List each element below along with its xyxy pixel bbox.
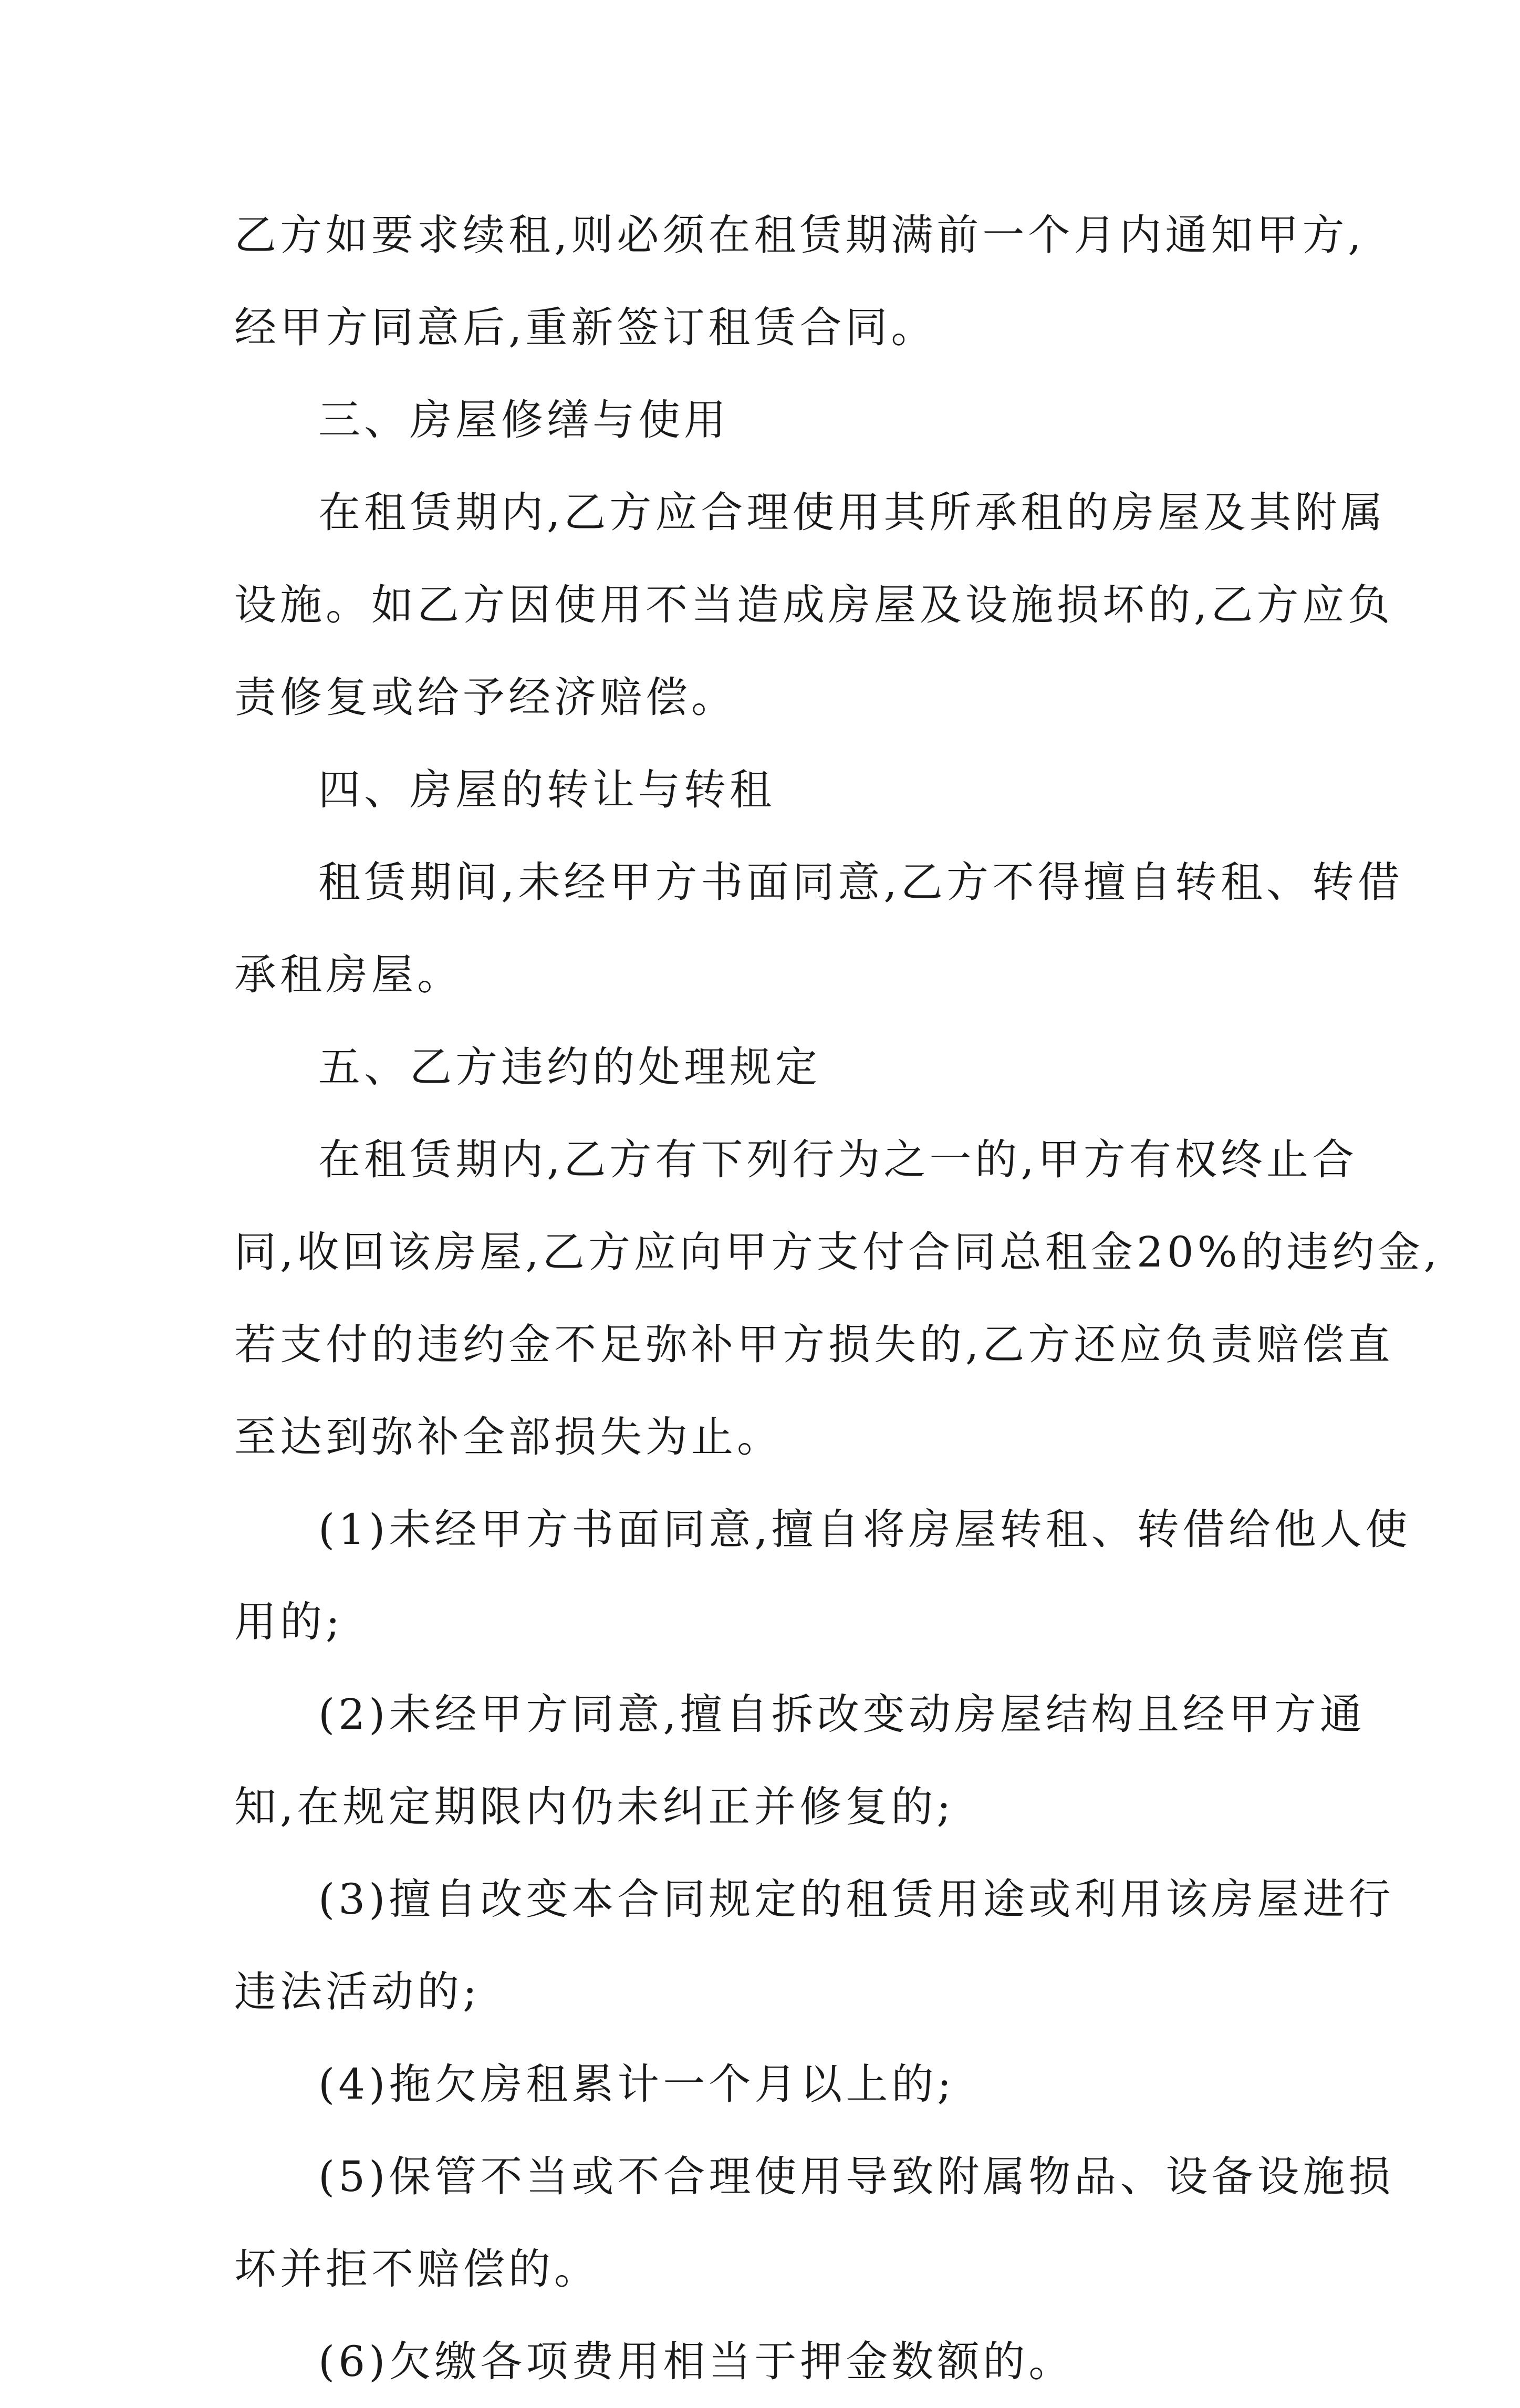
text-line: 若支付的违约金不足弥补甲方损失的,乙方还应负责赔偿直	[234, 1320, 1394, 1369]
text-line: 知,在规定期限内仍未纠正并修复的;	[234, 1782, 955, 1831]
list-item: (1)未经甲方书面同意,擅自将房屋转租、转借给他人使	[318, 1505, 1411, 1554]
text-line: 用的;	[234, 1597, 343, 1646]
text-line: 在租赁期内,乙方有下列行为之一的,甲方有权终止合	[318, 1135, 1358, 1184]
text-line: 设施。如乙方因使用不当造成房屋及设施损坏的,乙方应负	[234, 580, 1394, 629]
text-line: 乙方如要求续租,则必须在租赁期满前一个月内通知甲方,	[234, 211, 1365, 260]
text-line: 在租赁期内,乙方应合理使用其所承租的房屋及其附属	[318, 488, 1387, 537]
text-line: 坏并拒不赔偿的。	[234, 2245, 600, 2293]
text-line: 承租房屋。	[234, 950, 463, 999]
document-page	[234, 189, 1441, 2408]
section-heading: 四、房屋的转让与转租	[318, 765, 775, 814]
section-heading: 五、乙方违约的处理规定	[318, 1043, 821, 1092]
list-item: (6)欠缴各项费用相当于押金数额的。	[318, 2337, 1075, 2386]
list-item: (3)擅自改变本合同规定的租赁用途或利用该房屋进行	[318, 1875, 1394, 1924]
list-item: (5)保管不当或不合理使用导致附属物品、设备设施损	[318, 2152, 1394, 2201]
section-heading: 三、房屋修缮与使用	[318, 396, 730, 444]
text-line: 至达到弥补全部损失为止。	[234, 1413, 783, 1461]
text-line: 租赁期间,未经甲方书面同意,乙方不得擅自转租、转借	[318, 858, 1403, 907]
text-line: 经甲方同意后,重新签订租赁合同。	[234, 303, 937, 352]
text-line: 违法活动的;	[234, 1967, 481, 2016]
text-line: 责修复或给予经济赔偿。	[234, 673, 737, 722]
text-line: 同,收回该房屋,乙方应向甲方支付合同总租金20%的违约金,	[234, 1228, 1441, 1276]
list-item: (4)拖欠房租累计一个月以上的;	[318, 2060, 955, 2109]
list-item: (2)未经甲方同意,擅自拆改变动房屋结构且经甲方通	[318, 1690, 1366, 1739]
